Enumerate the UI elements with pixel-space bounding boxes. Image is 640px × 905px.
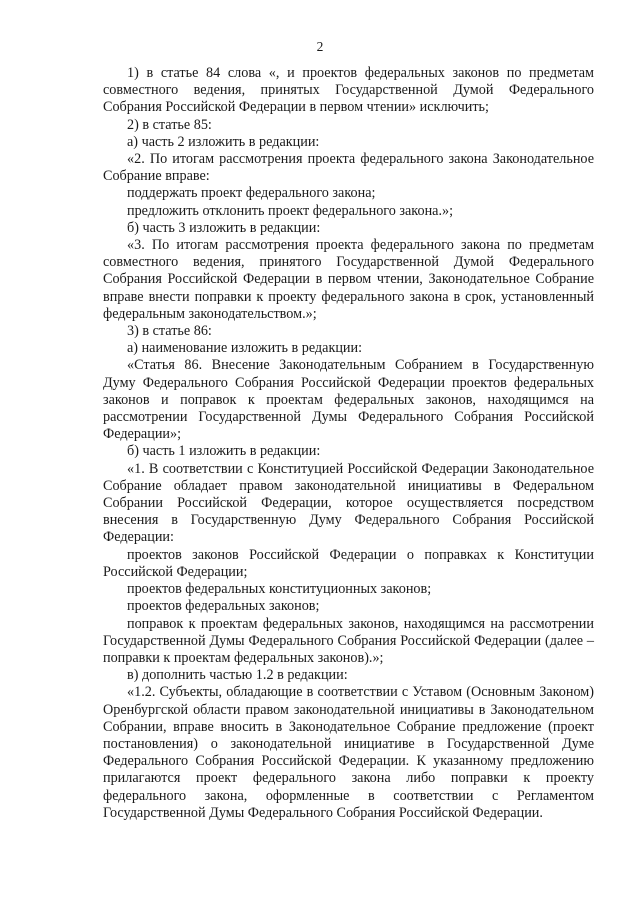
- document-body: [103, 65, 594, 822]
- paragraph: «3. По итогам рассмотрения проекта федерального закона по предметам совместного ведения, принятого Государственной Думой Федерального Собрания Российской Федерации в первом чтении, Законодательное Собрание вправе внести поправки к проекту федерального закона в срок, установленный федеральным законодательством.»;: [103, 237, 594, 322]
- paragraph: 3) в статье 86:: [127, 323, 212, 340]
- paragraph: поправок к проектам федеральных законов, находящимся на рассмотрении Государственной Думы Федерального Собрания Российской Федерации (далее – поправки к проектам федеральных законов).»;: [103, 615, 594, 666]
- paragraph: «1.2. Субъекты, обладающие в соответствии с Уставом (Основным Законом) Оренбургской области правом законодательной инициативы в Законодательном Собрании, вправе вносить в Законодательное Собрание предложение (проект постановления) о законодательной инициативе в Государственной Думе Федерального Собрания Российской Федерации. К указанному предложению прилагаются проект федерального закона либо поправки к проекту федерального закона, оформленные в соответствии с Регламентом Государственной Думы Федерального Собрания Российской Федерации.: [103, 684, 594, 821]
- paragraph: б) часть 3 изложить в редакции:: [127, 219, 321, 236]
- paragraph: 2) в статье 85:: [127, 116, 212, 133]
- paragraph: а) наименование изложить в редакции:: [127, 340, 363, 357]
- paragraph: 1) в статье 84 слова «, и проектов федеральных законов по предметам совместного ведения, принятых Государственной Думой Федерального Собрания Российской Федерации в первом чтении» исключить;: [103, 65, 594, 116]
- paragraph: поддержать проект федерального закона;: [127, 185, 376, 202]
- paragraph: а) часть 2 изложить в редакции:: [127, 133, 320, 150]
- paragraph: проектов законов Российской Федерации о поправках к Конституции Российской Федерации;: [103, 546, 594, 580]
- paragraph: проектов федеральных конституционных законов;: [127, 581, 432, 598]
- paragraph: в) дополнить частью 1.2 в редакции:: [127, 667, 348, 684]
- page-number: 2: [316, 39, 324, 54]
- paragraph: предложить отклонить проект федерального закона.»;: [127, 202, 454, 219]
- paragraph: проектов федеральных законов;: [127, 598, 320, 615]
- paragraph: б) часть 1 изложить в редакции:: [127, 443, 321, 460]
- paragraph: «1. В соответствии с Конституцией Российской Федерации Законодательное Собрание обладает правом законодательной инициативы в Федеральном Собрании Российской Федерации, которое осуществляется посредством внесения в Государственную Думу Федерального Собрания Российской Федерации:: [103, 460, 594, 546]
- paragraph: «2. По итогам рассмотрения проекта федерального закона Законодательное Собрание вправе:: [103, 151, 594, 185]
- paragraph: «Статья 86. Внесение Законодательным Собранием в Государственную Думу Федерального Собрания Российской Федерации проектов федеральных законов и поправок к проектам федеральных законов, находящимся на рассмотрении Государственной Думы Федерального Собрания Российской Федерации»;: [103, 357, 594, 443]
